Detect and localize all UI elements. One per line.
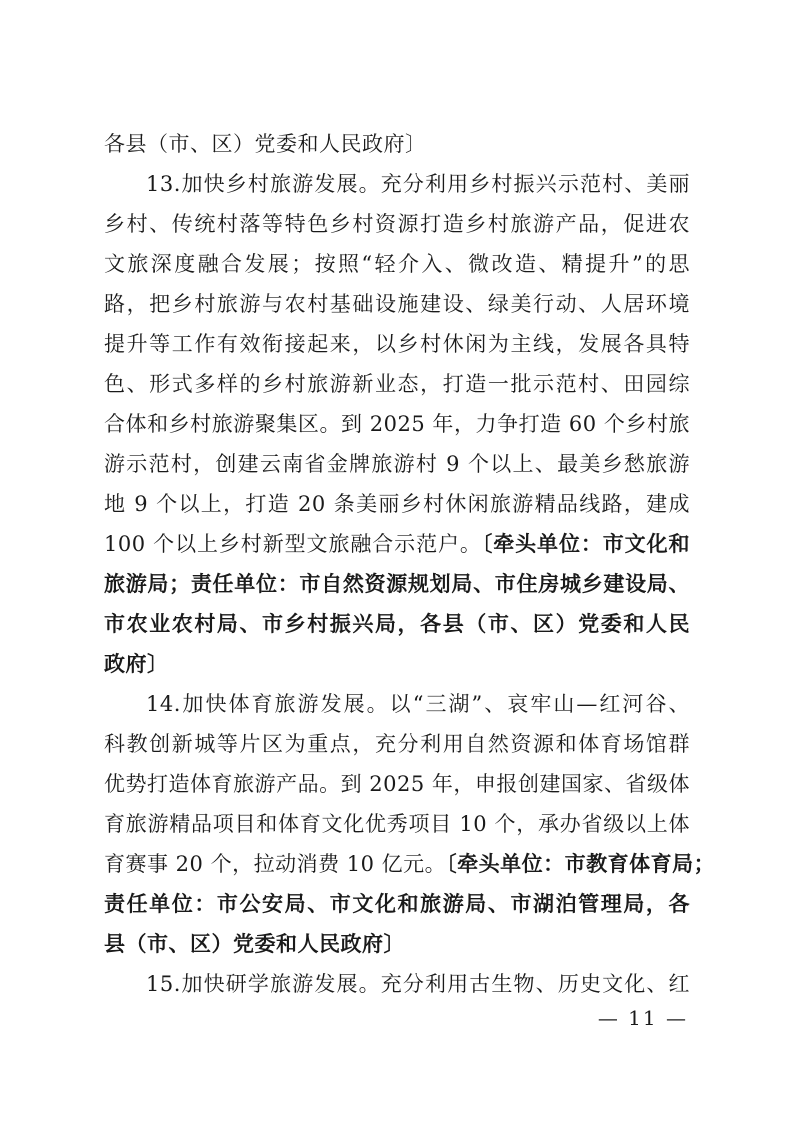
paragraph-text: 色、形式多样的乡村旅游新业态，打造一批示范村、田园综: [104, 372, 690, 396]
text-line: [104, 204, 690, 244]
paragraph-text: 合体和乡村旅游聚集区。到 2025 年，力争打造 60 个乡村旅: [104, 412, 690, 436]
text-line: [104, 484, 690, 524]
responsibility-text: 责任单位：市公安局、市文化和旅游局、市湖泊管理局，各: [104, 891, 690, 916]
paragraph-text: 文旅深度融合发展；按照“轻介入、微改造、精提升”的思: [104, 252, 690, 276]
responsibility-text: 〔牵头单位：市教育体育局；: [446, 851, 716, 876]
text-line: [104, 164, 690, 204]
responsibility-text: 旅游局；责任单位：市自然资源规划局、市住房城乡建设局、: [104, 571, 690, 596]
text-line: [104, 564, 690, 604]
paragraph-text: 育旅游精品项目和体育文化优秀项目 10 个，承办省级以上体: [104, 812, 690, 836]
paragraph-text: 100 个以上乡村新型文旅融合示范户。: [104, 532, 482, 556]
responsibility-text: 〔牵头单位：市文化和: [481, 531, 690, 556]
text-line: [104, 684, 690, 724]
text-line: [104, 444, 690, 484]
body-text: [104, 124, 716, 1004]
responsibility-text: 市农业农村局、市乡村振兴局，各县（市、区）党委和人民: [104, 611, 690, 636]
text-line: [104, 644, 690, 684]
responsibility-text: 县（市、区）党委和人民政府〕: [104, 931, 405, 956]
paragraph-text: 育赛事 20 个，拉动消费 10 亿元。: [104, 852, 447, 876]
text-line: [104, 804, 690, 844]
text-line: [104, 604, 690, 644]
text-line: [104, 524, 690, 564]
text-line: [104, 244, 690, 284]
paragraph-text: 13.加快乡村旅游发展。充分利用乡村振兴示范村、美丽: [146, 172, 690, 196]
paragraph-text: 14.加快体育旅游发展。以“三湖”、哀牢山—红河谷、: [146, 692, 690, 716]
text-line: [104, 844, 716, 884]
paragraph-text: 提升等工作有效衔接起来，以乡村休闲为主线，发展各具特: [104, 332, 690, 356]
paragraph-text: 路，把乡村旅游与农村基础设施建设、绿美行动、人居环境: [104, 292, 690, 316]
text-line: [104, 404, 690, 444]
paragraph-text: 地 9 个以上，打造 20 条美丽乡村休闲旅游精品线路，建成: [104, 492, 690, 516]
text-line: [104, 964, 690, 1004]
text-line: [104, 924, 690, 964]
text-line: [104, 724, 690, 764]
text-line: [104, 324, 690, 364]
paragraph-text: 优势打造体育旅游产品。到 2025 年，申报创建国家、省级体: [104, 772, 690, 796]
paragraph-text: 各县（市、区）党委和人民政府〕: [104, 132, 427, 156]
paragraph-text: 乡村、传统村落等特色乡村资源打造乡村旅游产品，促进农: [104, 212, 690, 236]
text-line: [104, 124, 690, 164]
responsibility-text: 政府〕: [104, 651, 169, 676]
text-line: [104, 284, 690, 324]
text-line: [104, 364, 690, 404]
text-line: [104, 884, 690, 924]
text-line: [104, 764, 690, 804]
paragraph-text: 15.加快研学旅游发展。充分利用古生物、历史文化、红: [146, 972, 690, 996]
paragraph-text: 科教创新城等片区为重点，充分利用自然资源和体育场馆群: [104, 732, 690, 756]
page-number: — 11 —: [597, 1006, 688, 1030]
paragraph-text: 游示范村，创建云南省金牌旅游村 9 个以上、最美乡愁旅游: [104, 452, 690, 476]
